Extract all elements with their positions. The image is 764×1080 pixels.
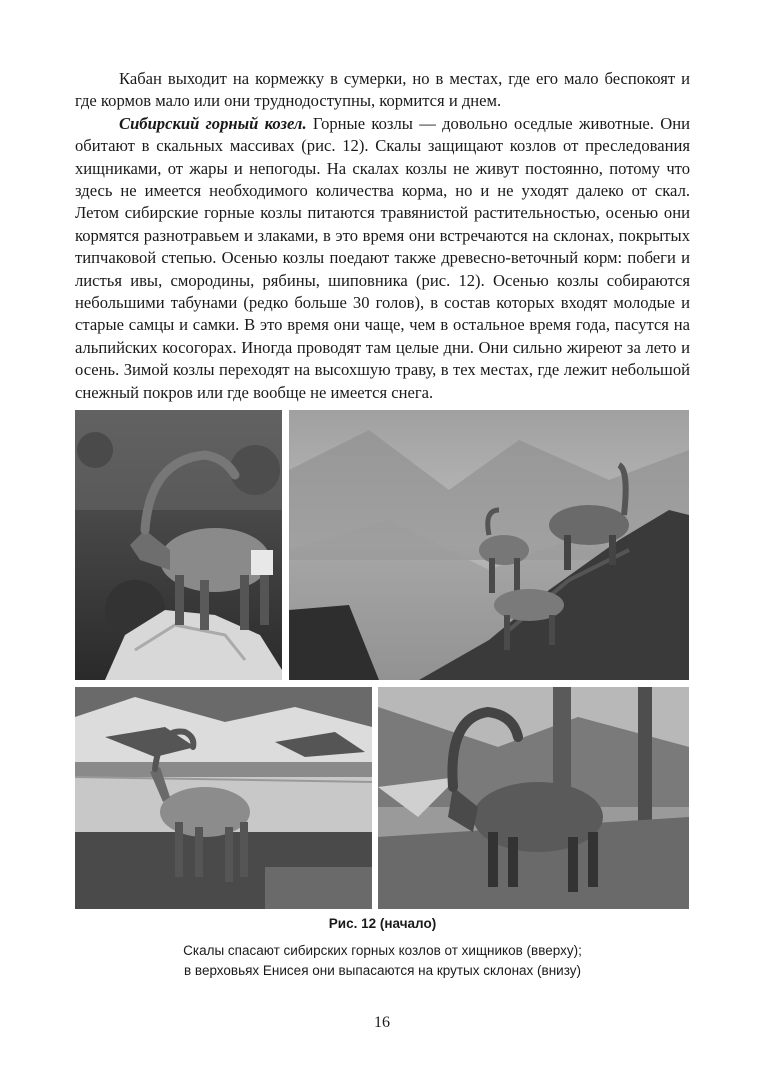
paragraph-ibex: [75, 113, 690, 404]
page-number: 16: [374, 1014, 390, 1031]
paragraph-boar: [75, 68, 690, 113]
paragraph-ibex-text: Горные козлы — довольно оседлые животные. Они обитают в скальных массивах (рис. 12). Скалы защищают козлов от преследования хищниками, от жары и непогоды. На скалах козлы не живут постоянно, потому что здесь не имеется необходимого количества корма, но и не уходят далеко от скал. Летом сибирские горные козлы питаются травянистой растительностью, осенью они кормятся разнотравьем и злаками, в это время они встречаются на склонах, покрытых типчаковой степью. Осенью козлы поедают также древесно-веточный корм: побеги и листья ивы, смородины, рябины, шиповника (рис. 12). Осенью козлы собираются небольшими табунами (редко больше 30 голов), в состав которых входят молодые и старые самцы и самки. В это время они чаще, чем в остальное время года, пасутся на альпийских косогорах. Иногда проводят там целые дни. Они сильно жиреют за лето и осень. Зимой козлы переходят на высохшую траву, в тех местах, где лежит небольшой снежный покров или где вообще не имеется снега.: [75, 113, 690, 402]
photo-ibex-by-lake: [75, 687, 372, 909]
photo-ibex-on-slope: [378, 687, 689, 909]
body-text: [75, 68, 690, 404]
photo-ibex-by-lake-graphic: [75, 687, 372, 909]
figure-title: Рис. 12 (начало): [328, 916, 437, 931]
photo-ibex-herd-on-ridge-graphic: [289, 410, 689, 680]
photo-ibex-on-rock: [75, 410, 282, 680]
figure-caption-line-2: в верховьях Енисея они выпасаются на крутых склонах (внизу): [184, 963, 581, 978]
paragraph-boar-text: Кабан выходит на кормежку в сумерки, но в местах, где его мало беспокоят и где кормов мало или они труднодоступны, кормится и днем.: [75, 69, 690, 111]
photo-ibex-on-slope-graphic: [378, 687, 689, 909]
figure-caption: [75, 941, 690, 981]
photo-ibex-on-rock-graphic: [75, 410, 282, 680]
paragraph-ibex-heading: Сибирский горный козел.: [119, 113, 307, 133]
photo-ibex-herd-on-ridge: [289, 410, 689, 680]
figure-caption-line-1: Скалы спасают сибирских горных козлов от хищников (вверху);: [183, 943, 582, 958]
